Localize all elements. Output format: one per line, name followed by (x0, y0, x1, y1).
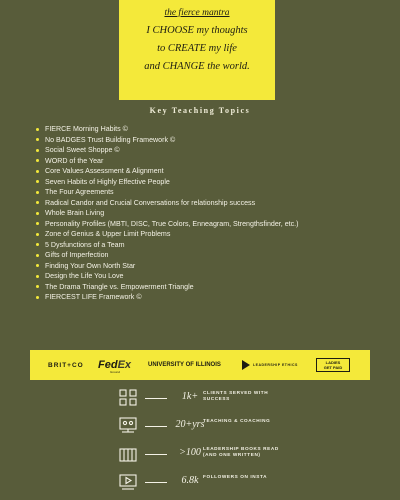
leadership-logo-text: LEADERSHIP ETHICS (253, 363, 298, 367)
ladies-get-paid-logo (316, 350, 350, 380)
topic-item: Gifts of Imperfection (34, 250, 299, 261)
logo-band (30, 350, 370, 380)
topic-item: FIERCE Morning Habits © (34, 124, 299, 135)
leadership-logo (242, 350, 298, 380)
stat-value: 20+yrs (175, 419, 205, 430)
stat-label: TEACHING & COACHING (203, 418, 271, 423)
topic-item: Radical Candor and Crucial Conversations for relationship success (34, 198, 299, 209)
topic-item: The Drama Triangle vs. Empowerment Triangle (34, 282, 299, 293)
topics-heading: Key Teaching Topics (149, 106, 251, 115)
group-icon (118, 388, 138, 408)
topic-item: Personality Profiles (MBTI, DISC, True Colors, Enneagram, Strengthsfinder, etc.) (34, 219, 299, 230)
ladies-line2: GET PAID (323, 365, 343, 370)
mantra-title: the fierce mantra (164, 8, 230, 18)
fedex-logo (98, 350, 131, 380)
stat-value: 1k+ (181, 391, 199, 402)
stat-value: >100 (179, 447, 201, 458)
mantra-line: and CHANGE the world. (144, 61, 250, 72)
ladies-get-paid-box (316, 358, 350, 372)
topic-item: Zone of Genius & Upper Limit Problems (34, 229, 299, 240)
leadership-arrow-icon (242, 360, 250, 370)
topic-item: WORD of the Year (34, 156, 299, 167)
books-icon (118, 444, 138, 464)
stat-label: FOLLOWERS ON INSTA (203, 474, 268, 479)
stat-dash (145, 454, 167, 455)
stat-dash (145, 482, 167, 483)
stat-value: 6.8k (181, 475, 199, 486)
fedex-logo-sub: Ground (110, 370, 121, 374)
topics-list (34, 124, 299, 303)
topic-item: Whole Brain Living (34, 208, 299, 219)
video-play-icon (118, 472, 138, 492)
topic-item: 5 Dysfunctions of a Team (34, 240, 299, 251)
fedex-logo-fed: Fed (98, 359, 118, 371)
stat-label: CLIENTS SERVED WITH SUCCESS (203, 390, 269, 401)
stat-dash (145, 398, 167, 399)
topic-item: Seven Habits of Highly Effective People (34, 177, 299, 188)
topic-item: Social Sweet Shoppe © (34, 145, 299, 156)
stat-label: LEADERSHIP BOOKS READ (AND ONE WRITTEN) (203, 446, 279, 457)
topic-item: Finding Your Own North Star (34, 261, 299, 272)
britco-logo: BRIT+CO (48, 361, 84, 369)
topic-item: The Four Agreements (34, 187, 299, 198)
presentation-icon (118, 416, 138, 436)
uiuc-logo: UNIVERSITY OF ILLINOIS (148, 362, 221, 368)
topic-item: FIERCEST LIFE Framework © (34, 292, 299, 303)
mantra-box (119, 0, 275, 100)
topic-item: No BADGES Trust Building Framework © (34, 135, 299, 146)
fedex-logo-ex: Ex (117, 359, 132, 371)
stat-dash (145, 426, 167, 427)
topic-item: Design the Life You Love (34, 271, 299, 282)
ladies-line1: LADIES (325, 360, 341, 365)
topic-item: Core Values Assessment & Alignment (34, 166, 299, 177)
mantra-line: I CHOOSE my thoughts (146, 25, 248, 36)
mantra-line: to CREATE my life (157, 43, 237, 54)
